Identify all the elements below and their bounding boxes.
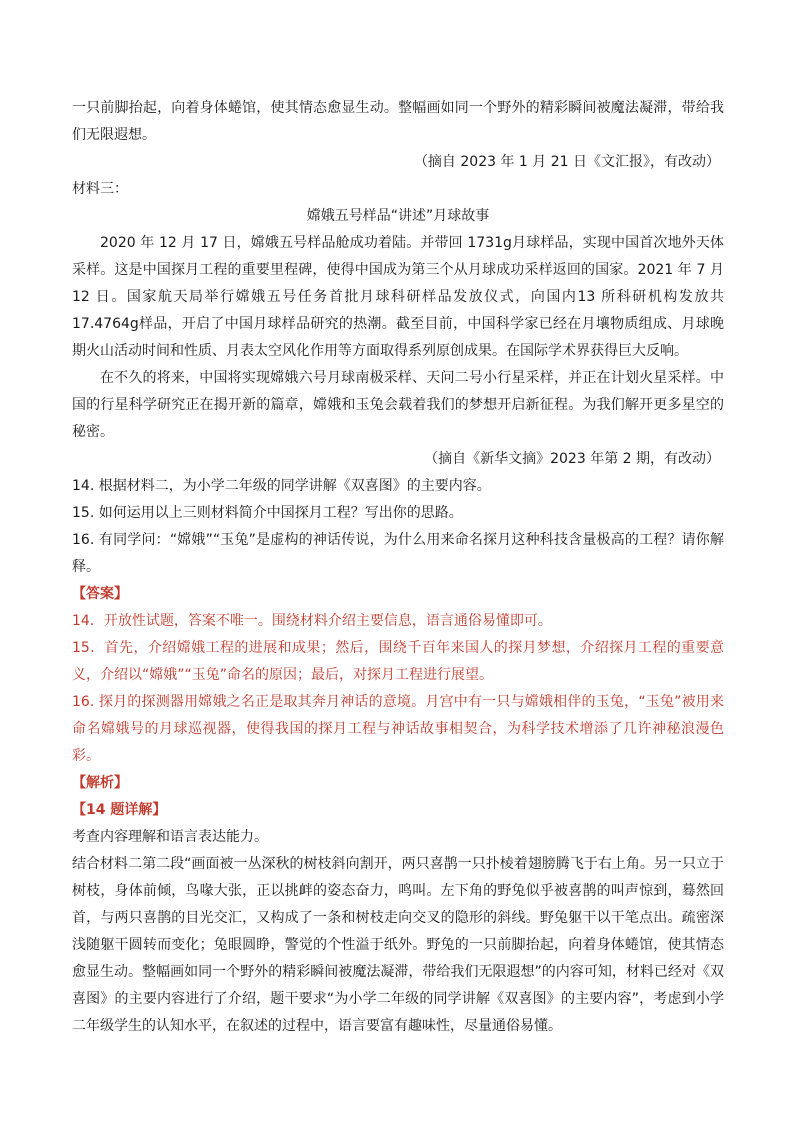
- material2-tail: 一只前脚抬起，向着身体蜷馆，使其情态愈显生动。整幅画如同一个野外的精彩瞬间被魔法凝滞，带给我们无限遐想。: [72, 100, 724, 143]
- answer-15: 15．首先，介绍嫦娥工程的进展和成果；然后，围绕千百年来国人的探月梦想，介绍探月工程的重要意义，介绍以“嫦娥”“玉兔”命名的原因；最后，对探月工程进行展望。: [72, 640, 724, 683]
- question-14: 14. 根据材料二，为小学二年级的同学讲解《双喜图》的主要内容。: [72, 478, 491, 494]
- material2-source: （摘自 2023 年 1 月 21 日《文汇报》，有改动）: [413, 154, 720, 170]
- material3-title: 嫦娥五号样品“讲述”月球故事: [306, 208, 490, 224]
- question-16: 16. 有同学问：“嫦娥”“玉兔”是虚构的神话传说，为什么用来命名探月这种科技含量极高的工程？请你解释。: [72, 532, 724, 575]
- question-15: 15. 如何运用以上三则材料简介中国探月工程？写出你的思路。: [72, 505, 463, 521]
- answer-14: 14．开放性试题，答案不唯一。围绕材料介绍主要信息，语言通俗易懂即可。: [72, 613, 552, 629]
- material3-paragraph-1: 2020 年 12 月 17 日，嫦娥五号样品舱成功着陆。并带回 1731g月球样品，实现中国首次地外天体采样。这是中国探月工程的重要里程碑，使得中国成为第三个从月球成功采样返回的国家。2021 年 7 月 12 日。国家航天局举行嫦娥五号任务首批月球科研样品发放仪式，向国内13 所科研机构发放共 17.4764g样品，开启了中国月球样品研究的热潮。截至目前，中国科学家已经在月壤物质组成、月球晚期火山活动时间和性质、月表太空风化作用等方面取得系列原创成果。在国际学术界获得巨大反响。: [72, 235, 724, 359]
- answer-16: 16. 探月的探测器用嫦娥之名正是取其奔月神话的意境。月宫中有一只与嫦娥相伴的玉兔，“玉兔”被用来命名嫦娥号的月球巡视器，使得我国的探月工程与神话故事相契合，为科学技术增添了几许神秘浪漫色彩。: [72, 694, 724, 764]
- document-page: [72, 95, 724, 1040]
- analysis-label: 【解析】: [72, 775, 128, 791]
- material3-paragraph-2: 在不久的将来，中国将实现嫦娥六号月球南极采样、天问二号小行星采样，并正在计划火星采样。中国的行星科学研究正在揭开新的篇章，嫦娥和玉兔会载着我们的梦想开启新征程。为我们解开更多星空的秘密。: [72, 370, 724, 440]
- answer-label: 【答案】: [72, 586, 128, 602]
- material3-source: （摘自《新华文摘》2023 年第 2 期，有改动）: [424, 451, 720, 467]
- detail-intro: 考查内容理解和语言表达能力。: [72, 829, 268, 845]
- detail-label: 【14 题详解】: [72, 802, 167, 818]
- detail-body: 结合材料二第二段“画面被一丛深秋的树枝斜向割开，两只喜鹊一只扑棱着翅膀腾飞于右上角。另一只立于树枝，身体前倾，鸟喙大张，正以挑衅的姿态奋力，鸣叫。左下角的野兔似乎被喜鹊的叫声惊到，蓦然回首，与两只喜鹊的目光交汇，又构成了一条和树枝走向交叉的隐形的斜线。野兔躯干以干笔点出。疏密深浅随躯干圆转而变化；兔眼圆睁，警觉的个性溢于纸外。野兔的一只前脚抬起，向着身体蜷馆，使其情态愈显生动。整幅画如同一个野外的精彩瞬间被魔法凝滞，带给我们无限遐想”的内容可知，材料已经对《双喜图》的主要内容进行了介绍，题干要求“为小学二年级的同学讲解《双喜图》的主要内容”，考虑到小学二年级学生的认知水平，在叙述的过程中，语言要富有趣味性，尽量通俗易懂。: [72, 856, 724, 1034]
- material3-label: 材料三：: [72, 181, 128, 197]
